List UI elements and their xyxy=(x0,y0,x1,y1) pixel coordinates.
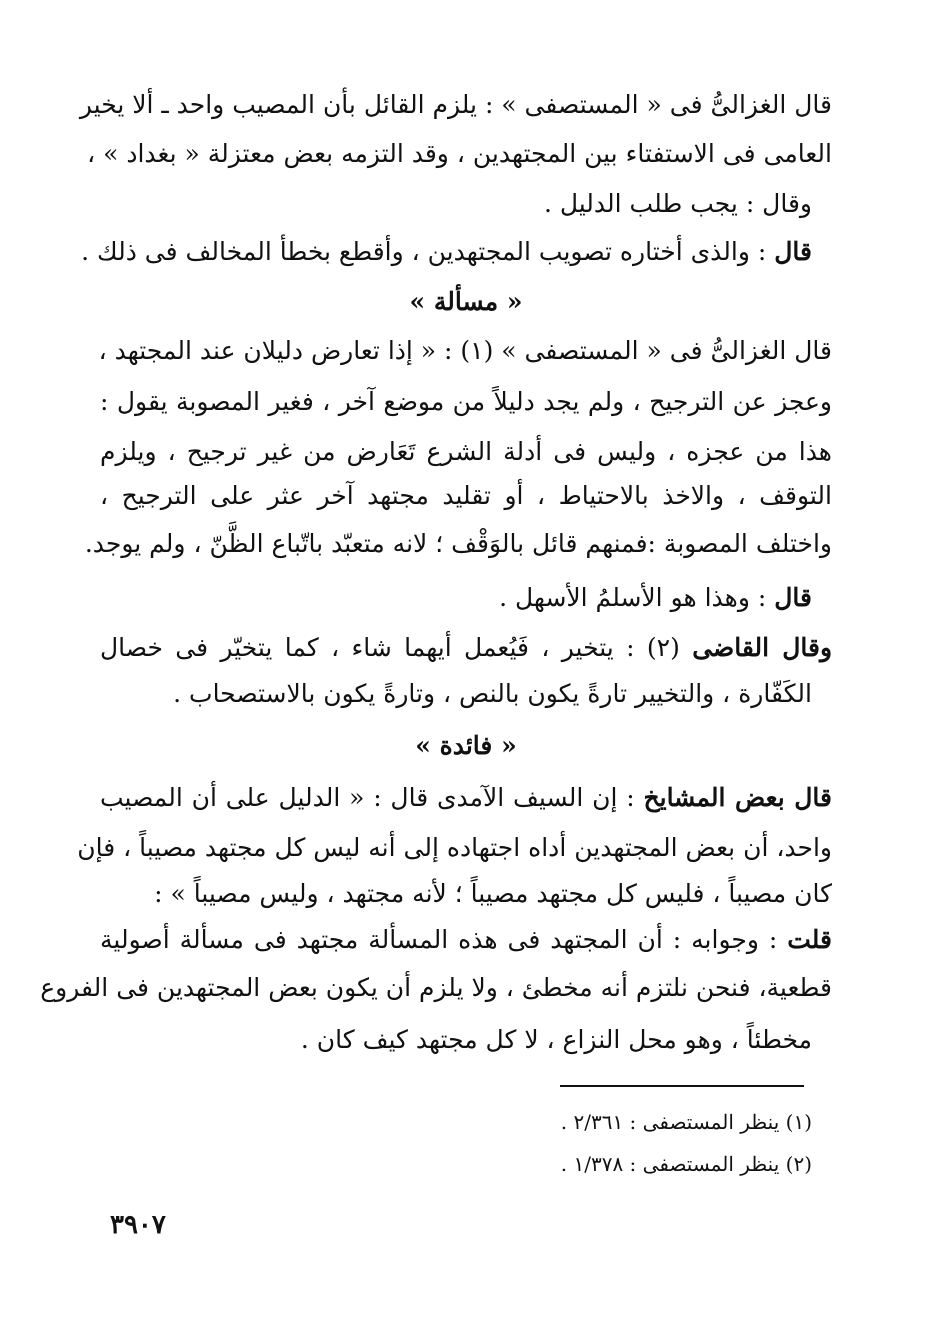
text-line: هذا من عجزه ، وليس فى أدلة الشرع تَعَارض من غير ترجيح ، ويلزم xyxy=(100,437,832,466)
footnote-separator xyxy=(560,1085,804,1087)
lead-word: قال بعض المشايخ xyxy=(643,783,832,812)
text-line xyxy=(100,580,812,616)
line-text: : إن السيف الآمدى قال : « الدليل على أن المصيب xyxy=(100,783,644,812)
text-line xyxy=(81,234,812,270)
footnote: (١) ينظر المستصفى : ٢/٣٦١ . xyxy=(560,1110,812,1134)
line-text: (٢) : يتخير ، فَيُعمل أيهما شاء ، كما يتخيّر فى خصال xyxy=(100,633,693,662)
text-line: مخطئاً ، وهو محل النزاع ، لا كل مجتهد كيف كان . xyxy=(300,1025,812,1054)
text-line: التوقف ، والاخذ بالاحتياط ، أو تقليد مجتهد آخر عثر على الترجيح ، xyxy=(100,481,832,510)
text-line: العامى فى الاستفتاء بين المجتهدين ، وقد التزمه بعض معتزلة « بغداد » ، xyxy=(87,139,832,168)
lead-word: قال xyxy=(774,583,812,612)
text-line: قطعية، فنحن نلتزم أنه مخطئ ، ولا يلزم أن يكون بعض المجتهدين فى الفروع xyxy=(40,973,832,1002)
line-text: : وجوابه : أن المجتهد فى هذه المسألة مجتهد فى مسألة أصولية xyxy=(100,925,788,954)
text-line: قال الغزالىُّ فى « المستصفى » : يلزم القائل بأن المصيب واحد ـ ألا يخير xyxy=(79,90,832,119)
page-number: ٣٩٠٧ xyxy=(110,1210,166,1240)
text-line: كان مصيباً ، فليس كل مجتهد مصيباً ؛ لأنه مجتهد ، وليس مصيباً » : xyxy=(154,879,832,908)
text-line: وقال : يجب طلب الدليل . xyxy=(543,189,812,218)
line-text: : والذى أختاره تصويب المجتهدين ، وأقطع بخطأ المخالف فى ذلك . xyxy=(81,237,775,266)
text-line: وعجز عن الترجيح ، ولم يجد دليلاً من موضع آخر ، فغير المصوبة يقول : xyxy=(100,387,832,416)
section-heading: « فائدة » xyxy=(415,731,517,760)
text-line: واحد، أن بعض المجتهدين أداه اجتهاده إلى أنه ليس كل مجتهد مصيباً ، فإن xyxy=(77,833,832,862)
lead-word: وقال القاضى xyxy=(692,633,833,662)
line-text: : وهذا هو الأسلمُ الأسهل . xyxy=(499,583,775,612)
text-line: الكَفّارة ، والتخيير تارةً يكون بالنص ، وتارةً يكون بالاستصحاب . xyxy=(173,679,812,708)
lead-word: قلت xyxy=(787,925,832,954)
lead-word: قال xyxy=(774,237,812,266)
text-line xyxy=(100,630,832,666)
text-line: واختلف المصوبة :فمنهم قائل بالوَقْف ؛ لانه متعبّد باتّباع الظَّنّ ، ولم يوجد. xyxy=(84,529,832,558)
section-heading: « مسألة » xyxy=(409,287,523,316)
footnote: (٢) ينظر المستصفى : ١/٣٧٨ . xyxy=(560,1152,812,1176)
text-line xyxy=(100,780,832,816)
text-line xyxy=(100,922,832,958)
text-line: قال الغزالىُّ فى « المستصفى » (١) : « إذا تعارض دليلان عند المجتهد ، xyxy=(98,336,832,365)
